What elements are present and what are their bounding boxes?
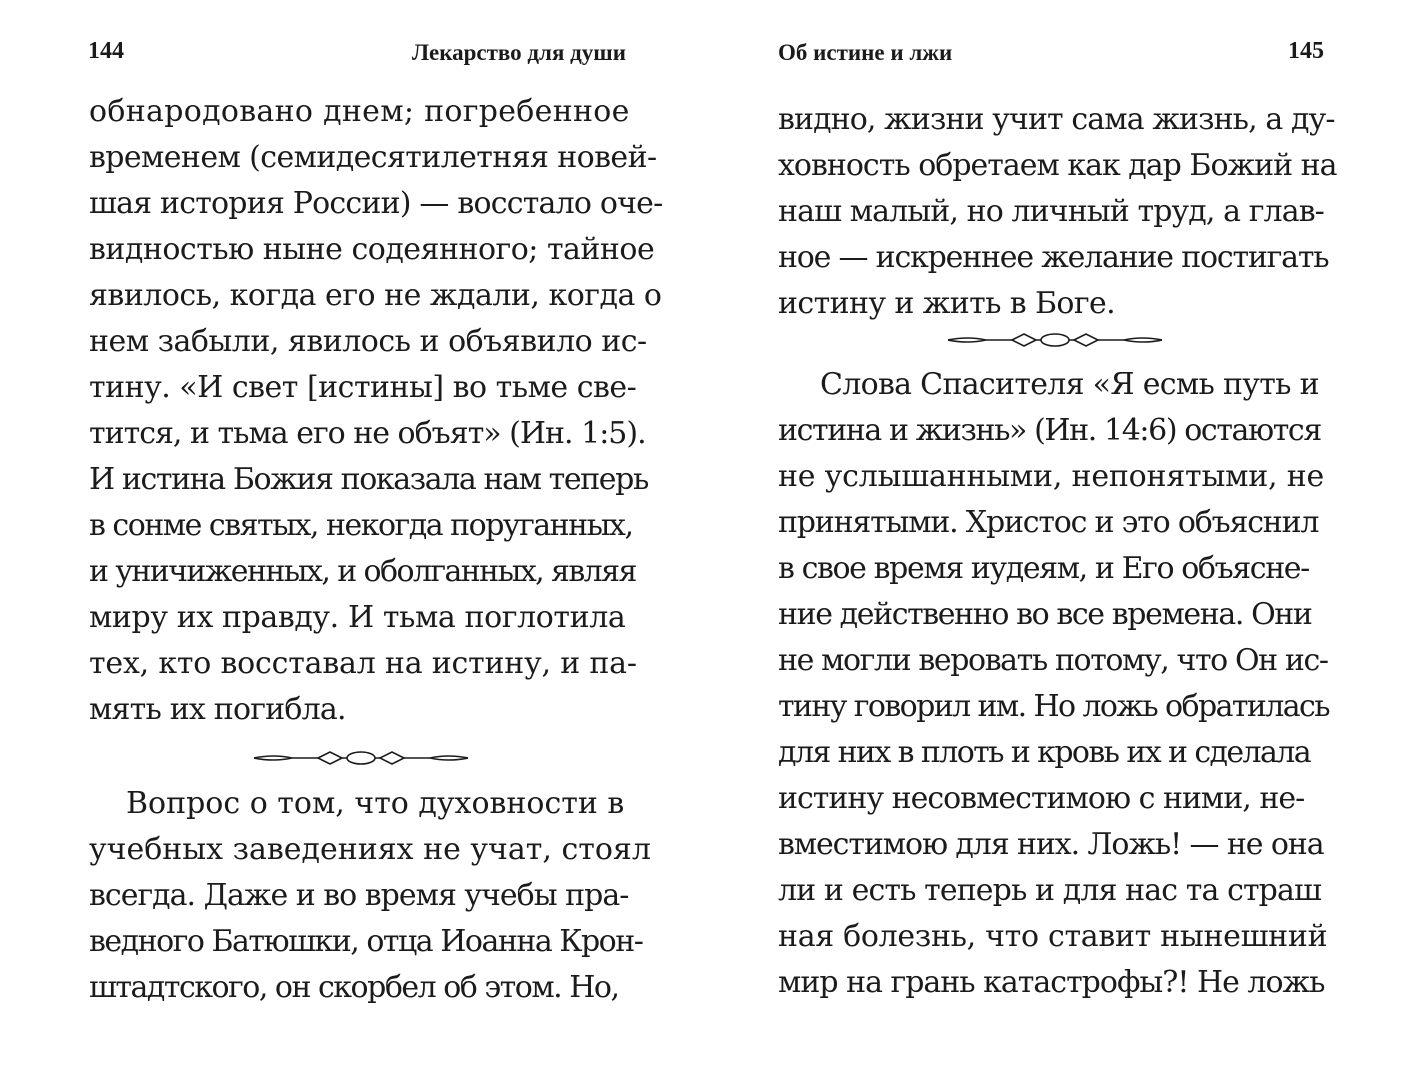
text-line: истина и жизнь» (Ин. 14:6) остаются bbox=[778, 413, 1321, 448]
text-line: штадтского, он скорбел об этом. Но, bbox=[89, 970, 619, 1005]
text-line: нем забыли, явилось и объявило ис- bbox=[89, 324, 647, 359]
text-line: всегда. Даже и во время учебы пра- bbox=[89, 878, 629, 913]
text-line: вместимою для них. Ложь! — не она bbox=[778, 827, 1324, 862]
text-line: в свое время иудеям, и Его объясне- bbox=[778, 551, 1309, 586]
text-line: ли и есть теперь и для нас та страш bbox=[778, 873, 1321, 908]
text-line: ведного Батюшки, отца Иоанна Крон- bbox=[89, 924, 643, 959]
text-line: в сонме святых, некогда поруганных, bbox=[89, 508, 633, 543]
right-running-head: Об истине и лжи bbox=[778, 40, 953, 65]
text-line: тину говорил им. Но ложь обратилась bbox=[778, 689, 1329, 724]
text-line: тех, кто восставал на истину, и па- bbox=[89, 646, 637, 681]
text-line: миру их правду. И тьма поглотила bbox=[89, 600, 626, 635]
ornament-divider-left bbox=[254, 744, 468, 772]
text-line: тится, и тьма его не объят» (Ин. 1:5). bbox=[89, 416, 646, 451]
text-line: обнародовано днем; погребенное bbox=[89, 94, 630, 129]
text-line: видностью ныне содеянного; тайное bbox=[89, 232, 655, 267]
text-line: наш малый, но личный труд, а глав- bbox=[778, 194, 1324, 229]
text-line: видно, жизни учит сама жизнь, а ду- bbox=[778, 102, 1335, 137]
text-line: и уничиженных, и оболганных, являя bbox=[89, 554, 636, 589]
text-line: истину несовместимою с ними, не- bbox=[778, 781, 1305, 816]
text-line: Вопрос о том, что духовности в bbox=[126, 786, 625, 821]
text-line: временем (семидесятилетняя новей- bbox=[89, 140, 657, 175]
text-line: ние действенно во все времена. Они bbox=[778, 597, 1312, 632]
left-running-head: Лекарство для души bbox=[412, 40, 626, 65]
text-line: И истина Божия показала нам теперь bbox=[89, 462, 648, 497]
text-line: истину и жить в Боге. bbox=[778, 286, 1116, 321]
text-line: не услышанными, непонятыми, не bbox=[778, 459, 1325, 494]
text-line: мять их погибла. bbox=[89, 692, 346, 727]
text-line: ное — искреннее желание постигать bbox=[778, 240, 1329, 275]
text-line: ховность обретаем как дар Божий на bbox=[778, 148, 1337, 183]
text-line: учебных заведениях не учат, стоял bbox=[89, 832, 651, 867]
text-line: мир на грань катастрофы?! Не ложь bbox=[778, 965, 1325, 1000]
text-line: тину. «И свет [истины] во тьме све- bbox=[89, 370, 637, 405]
text-line: ная болезнь, что ставит нынешний bbox=[778, 919, 1328, 954]
text-line: для них в плоть и кровь их и сделала bbox=[778, 735, 1311, 770]
left-page-number: 144 bbox=[88, 38, 124, 64]
text-line: шая история России) — восстало оче- bbox=[89, 186, 663, 221]
right-page-number: 145 bbox=[1288, 38, 1324, 64]
ornament-divider-right bbox=[948, 326, 1162, 354]
text-line: Слова Спасителя «Я есмь путь и bbox=[820, 367, 1319, 402]
text-line: принятыми. Христос и это объяснил bbox=[778, 505, 1319, 540]
text-line: явилось, когда его не ждали, когда о bbox=[89, 278, 662, 313]
right-page bbox=[706, 0, 1412, 1080]
text-line: не могли веровать потому, что Он ис- bbox=[778, 643, 1328, 678]
